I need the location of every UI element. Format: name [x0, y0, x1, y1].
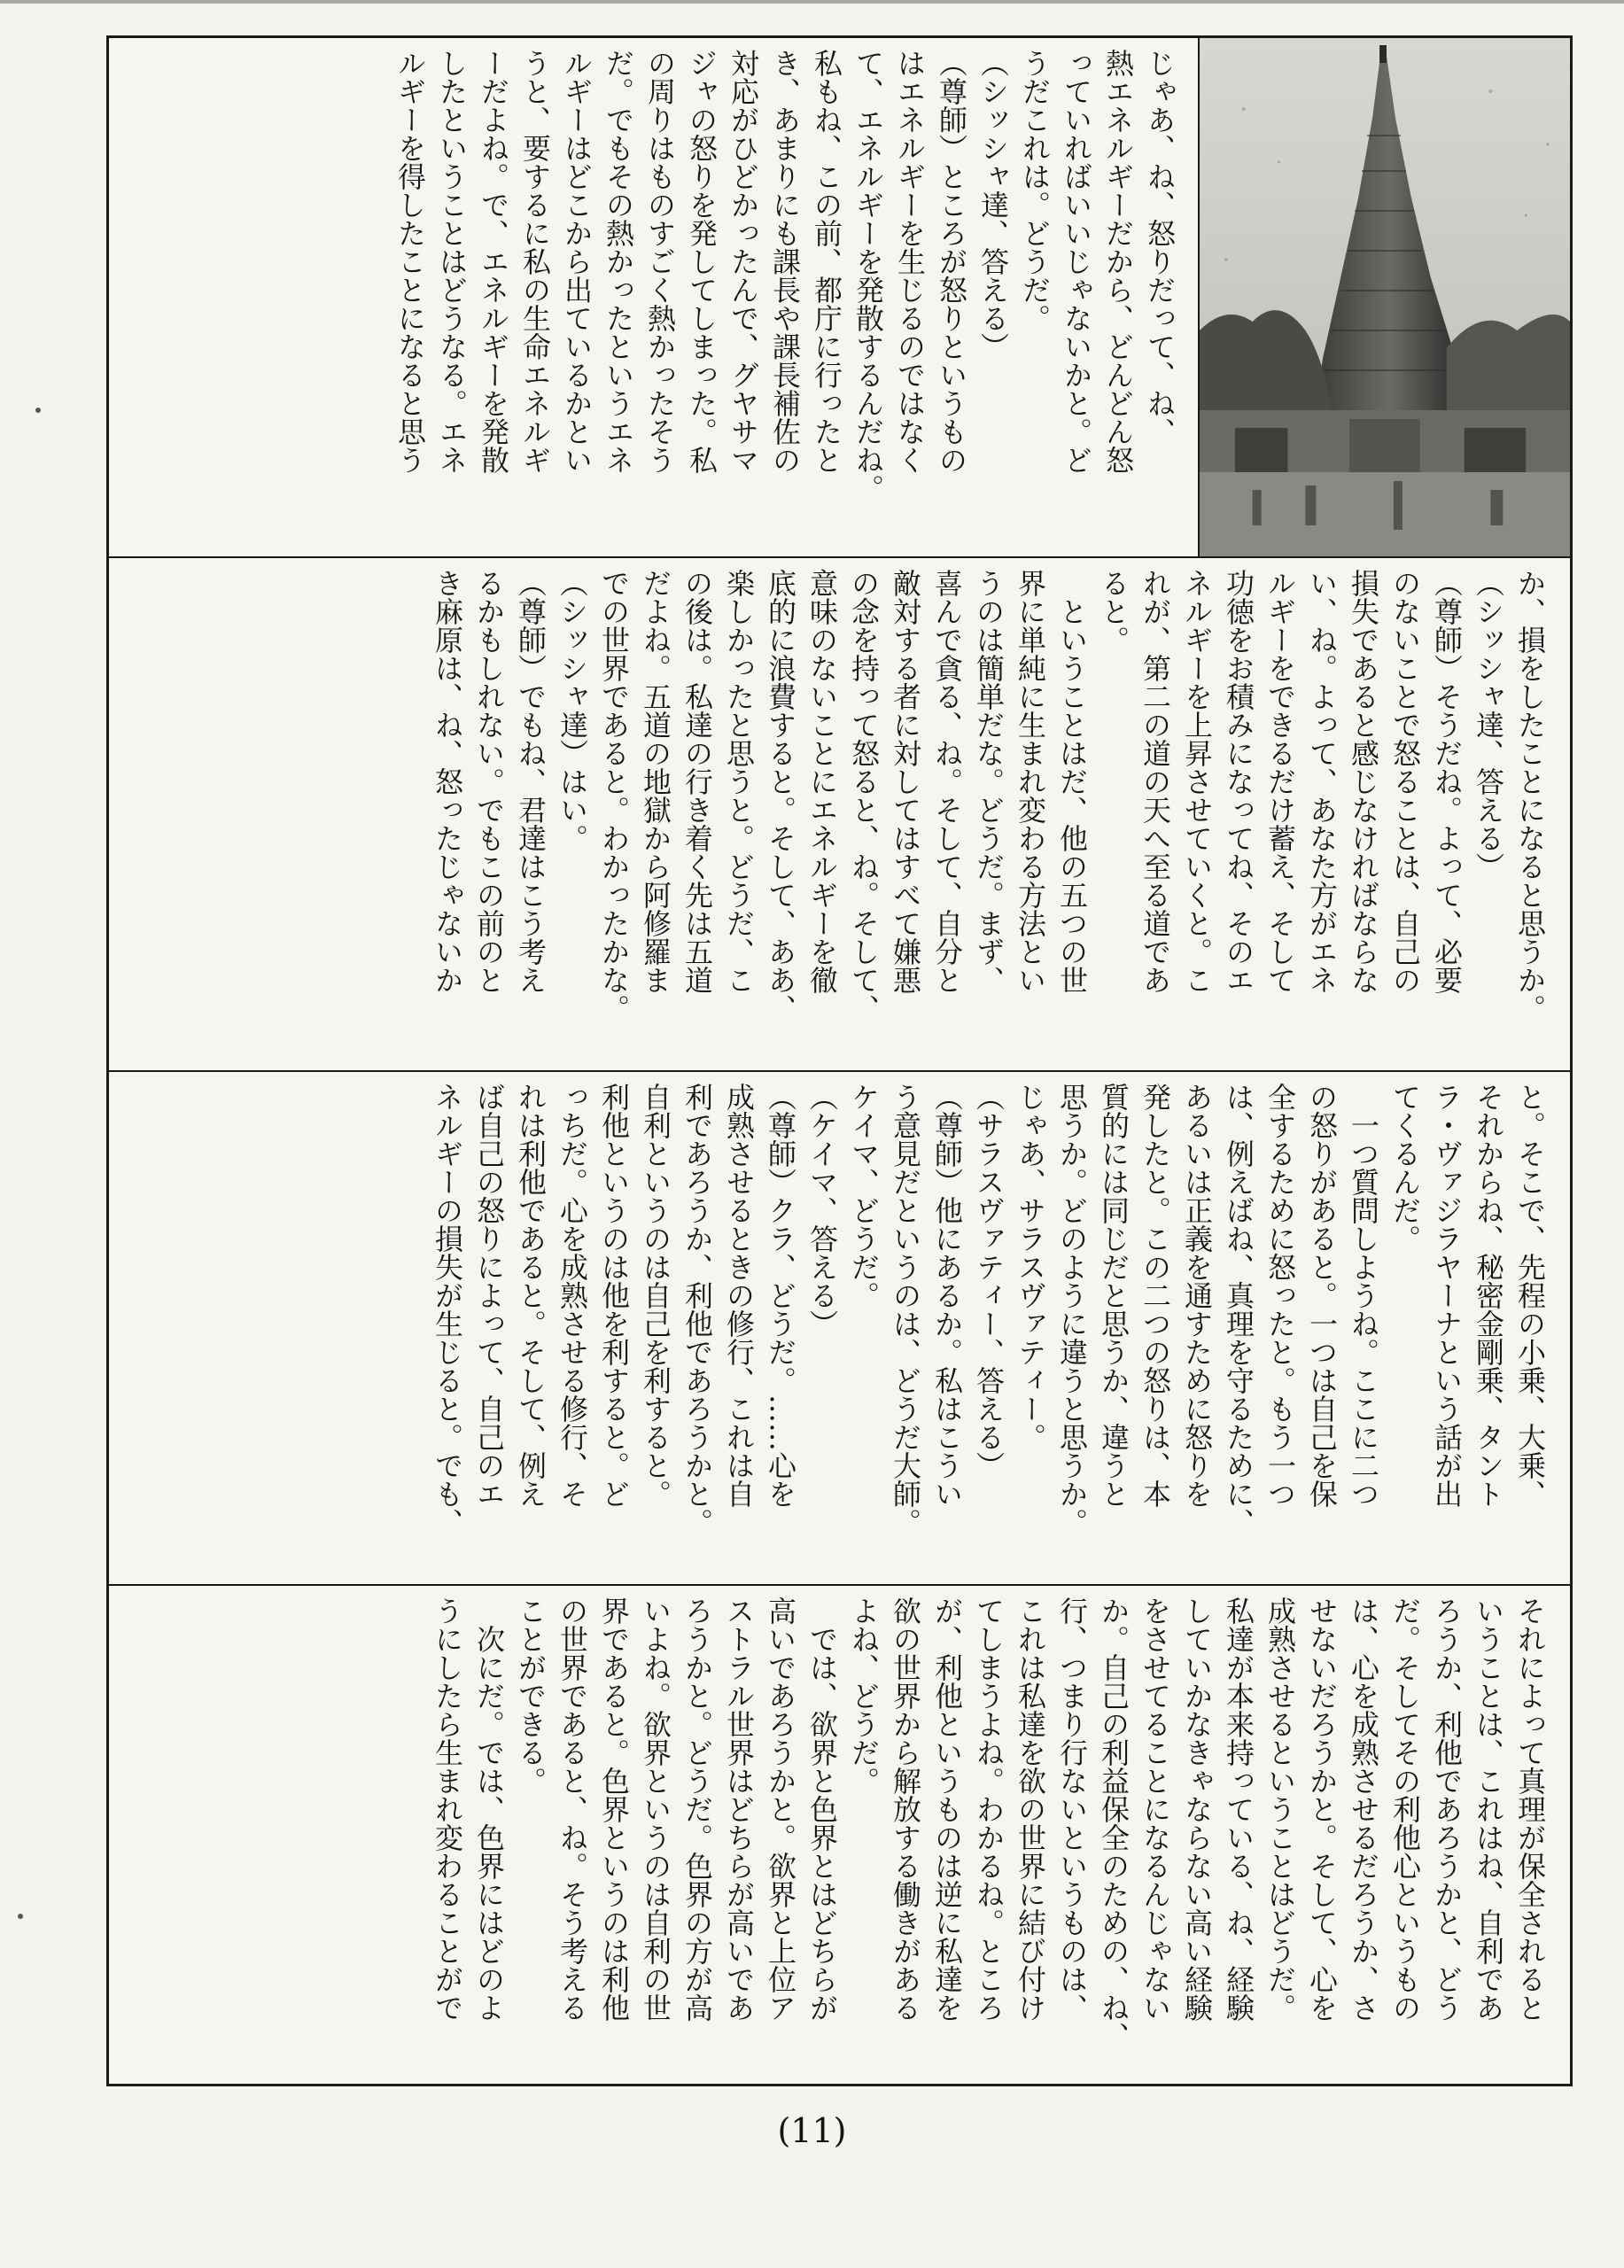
text-band-3: [109, 1070, 1570, 1584]
page-frame: [106, 35, 1573, 2086]
text-band-1: [109, 38, 1570, 556]
stupa-image: [1200, 38, 1570, 556]
margin-speck: [35, 408, 41, 413]
text-block-4: それによって真理が保全されると いうことは、これはね、自利であ ろうか、利他であろうかと、どう だ。そしてその利他心というもの は、心を成熟させるだろうか、さ せないだろうかと。そして、心を 成熟させるということはどうだ。 私達が本来持っている、ね、経験 していかなきゃならない高い経験 をさせてることになるんじゃない か。自己の利益保全のための、ね、 行、つまり行ないというものは、 これは私達を欲の世界に結び付け てしまうよね。わかるね。ところ が、利他というものは逆に私達を 欲の世界から解放する働きがある よね、どうだ。 では、欲界と色界とはどちらが 高いであろうかと。欲界と上位ア ストラル世界はどちらが高いであ ろうかと。どうだ。色界の方が高 いよね。欲界というのは自利の世 界であると。色界というのは利他 の世界であると、ね。そう考える ことができる。 次にだ。では、色界にはどのよ うにしたら生まれ変わることがで: [431, 1596, 1547, 2050]
text-block-2: か、損をしたことになると思うか。 （シッシャ達、答える） （尊師）そうだね。よって、必要 のないことで怒ることは、自己の 損失であると感じなければならな い、ね。よって、あなた方がエネ ルギーをできるだけ蓄え、そして 功徳をお積みになってね、そのエ ネルギーを上昇させていくと。こ れが、第二の道の天へ至る道であ ると。 ということはだ、他の五つの世 界に単純に生まれ変わる方法とい うのは簡単だな。どうだ。まず、 喜んで貪る、ね。そして、自分と 敵対する者に対してはすべて嫌悪 の念を持って怒ると、ね。そして、 意味のないことにエネルギーを徹 底的に浪費すると。そして、ああ、 楽しかったと思うと。どうだ、こ の後は。私達の行き着く先は五道 だよね。五道の地獄から阿修羅ま での世界であると。わかったかな。 （シッシャ達）はい。 （尊師）でもね、君達はこう考え るかもしれない。でもこの前のと き麻原は、ね、怒ったじゃないか: [431, 569, 1547, 1022]
text-band-4: [109, 1584, 1570, 2085]
page-number: (11): [777, 2111, 847, 2150]
margin-speck: [18, 1914, 23, 1919]
text-block-1: じゃあ、ね、怒りだって、ね、 熱エネルギーだから、どんどん怒 っていればいいじゃないかと。ど うだこれは。どうだ。 （シッシャ達、答える） （尊師）ところが怒りというもの はエネルギーを生じるのではなく て、エネルギーを発散するんだね。 私もね、この前、都庁に行ったと き、あまりにも課長や課長補佐の 対応がひどかったんで、グヤサマ ジャの怒りを発してしまった。私 の周りはものすごく熱かったそう だ。でもその熱かったというエネ ルギーはどこから出ているかとい うと、要するに私の生命エネルギ ーだよね。で、エネルギーを発散 したということはどうなる。エネ ルギーを得したことになると思う: [393, 49, 1177, 502]
top-edge-rule: [0, 0, 1624, 4]
text-band-2: [109, 556, 1570, 1070]
text-block-3: と。そこで、先程の小乗、大乗、 それからね、秘密金剛乗、タント ラ・ヴァジラヤーナという話が出 てくるんだ。 一つ質問しようね。ここに二つ の怒りがあると。一つは自己を保 全するために怒ったと。もう一つ は、例えばね、真理を守るために、 あるいは正義を通すために怒りを 発したと。この二つの怒りは、本 質的には同じだと思うか、違うと 思うか。どのように違うと思うか。 じゃあ、サラスヴァティー。 （サラスヴァティー、答える） （尊師）他にあるか。私はこうい う意見だというのは、どうだ大師。 ケイマ、どうだ。 （ケイマ、答える） （尊師）クラ、どうだ。……心を 成熟させるときの修行、これは自 利であろうか、利他であろうかと。 自利というのは自己を利すると。 利他というのは他を利すると。ど っちだ。心を成熟させる修行、そ れは利他であると。そして、例え ば自己の怒りによって、自己のエ ネルギーの損失が生じると。でも、: [431, 1083, 1547, 1536]
stupa-photo: [1198, 38, 1570, 556]
